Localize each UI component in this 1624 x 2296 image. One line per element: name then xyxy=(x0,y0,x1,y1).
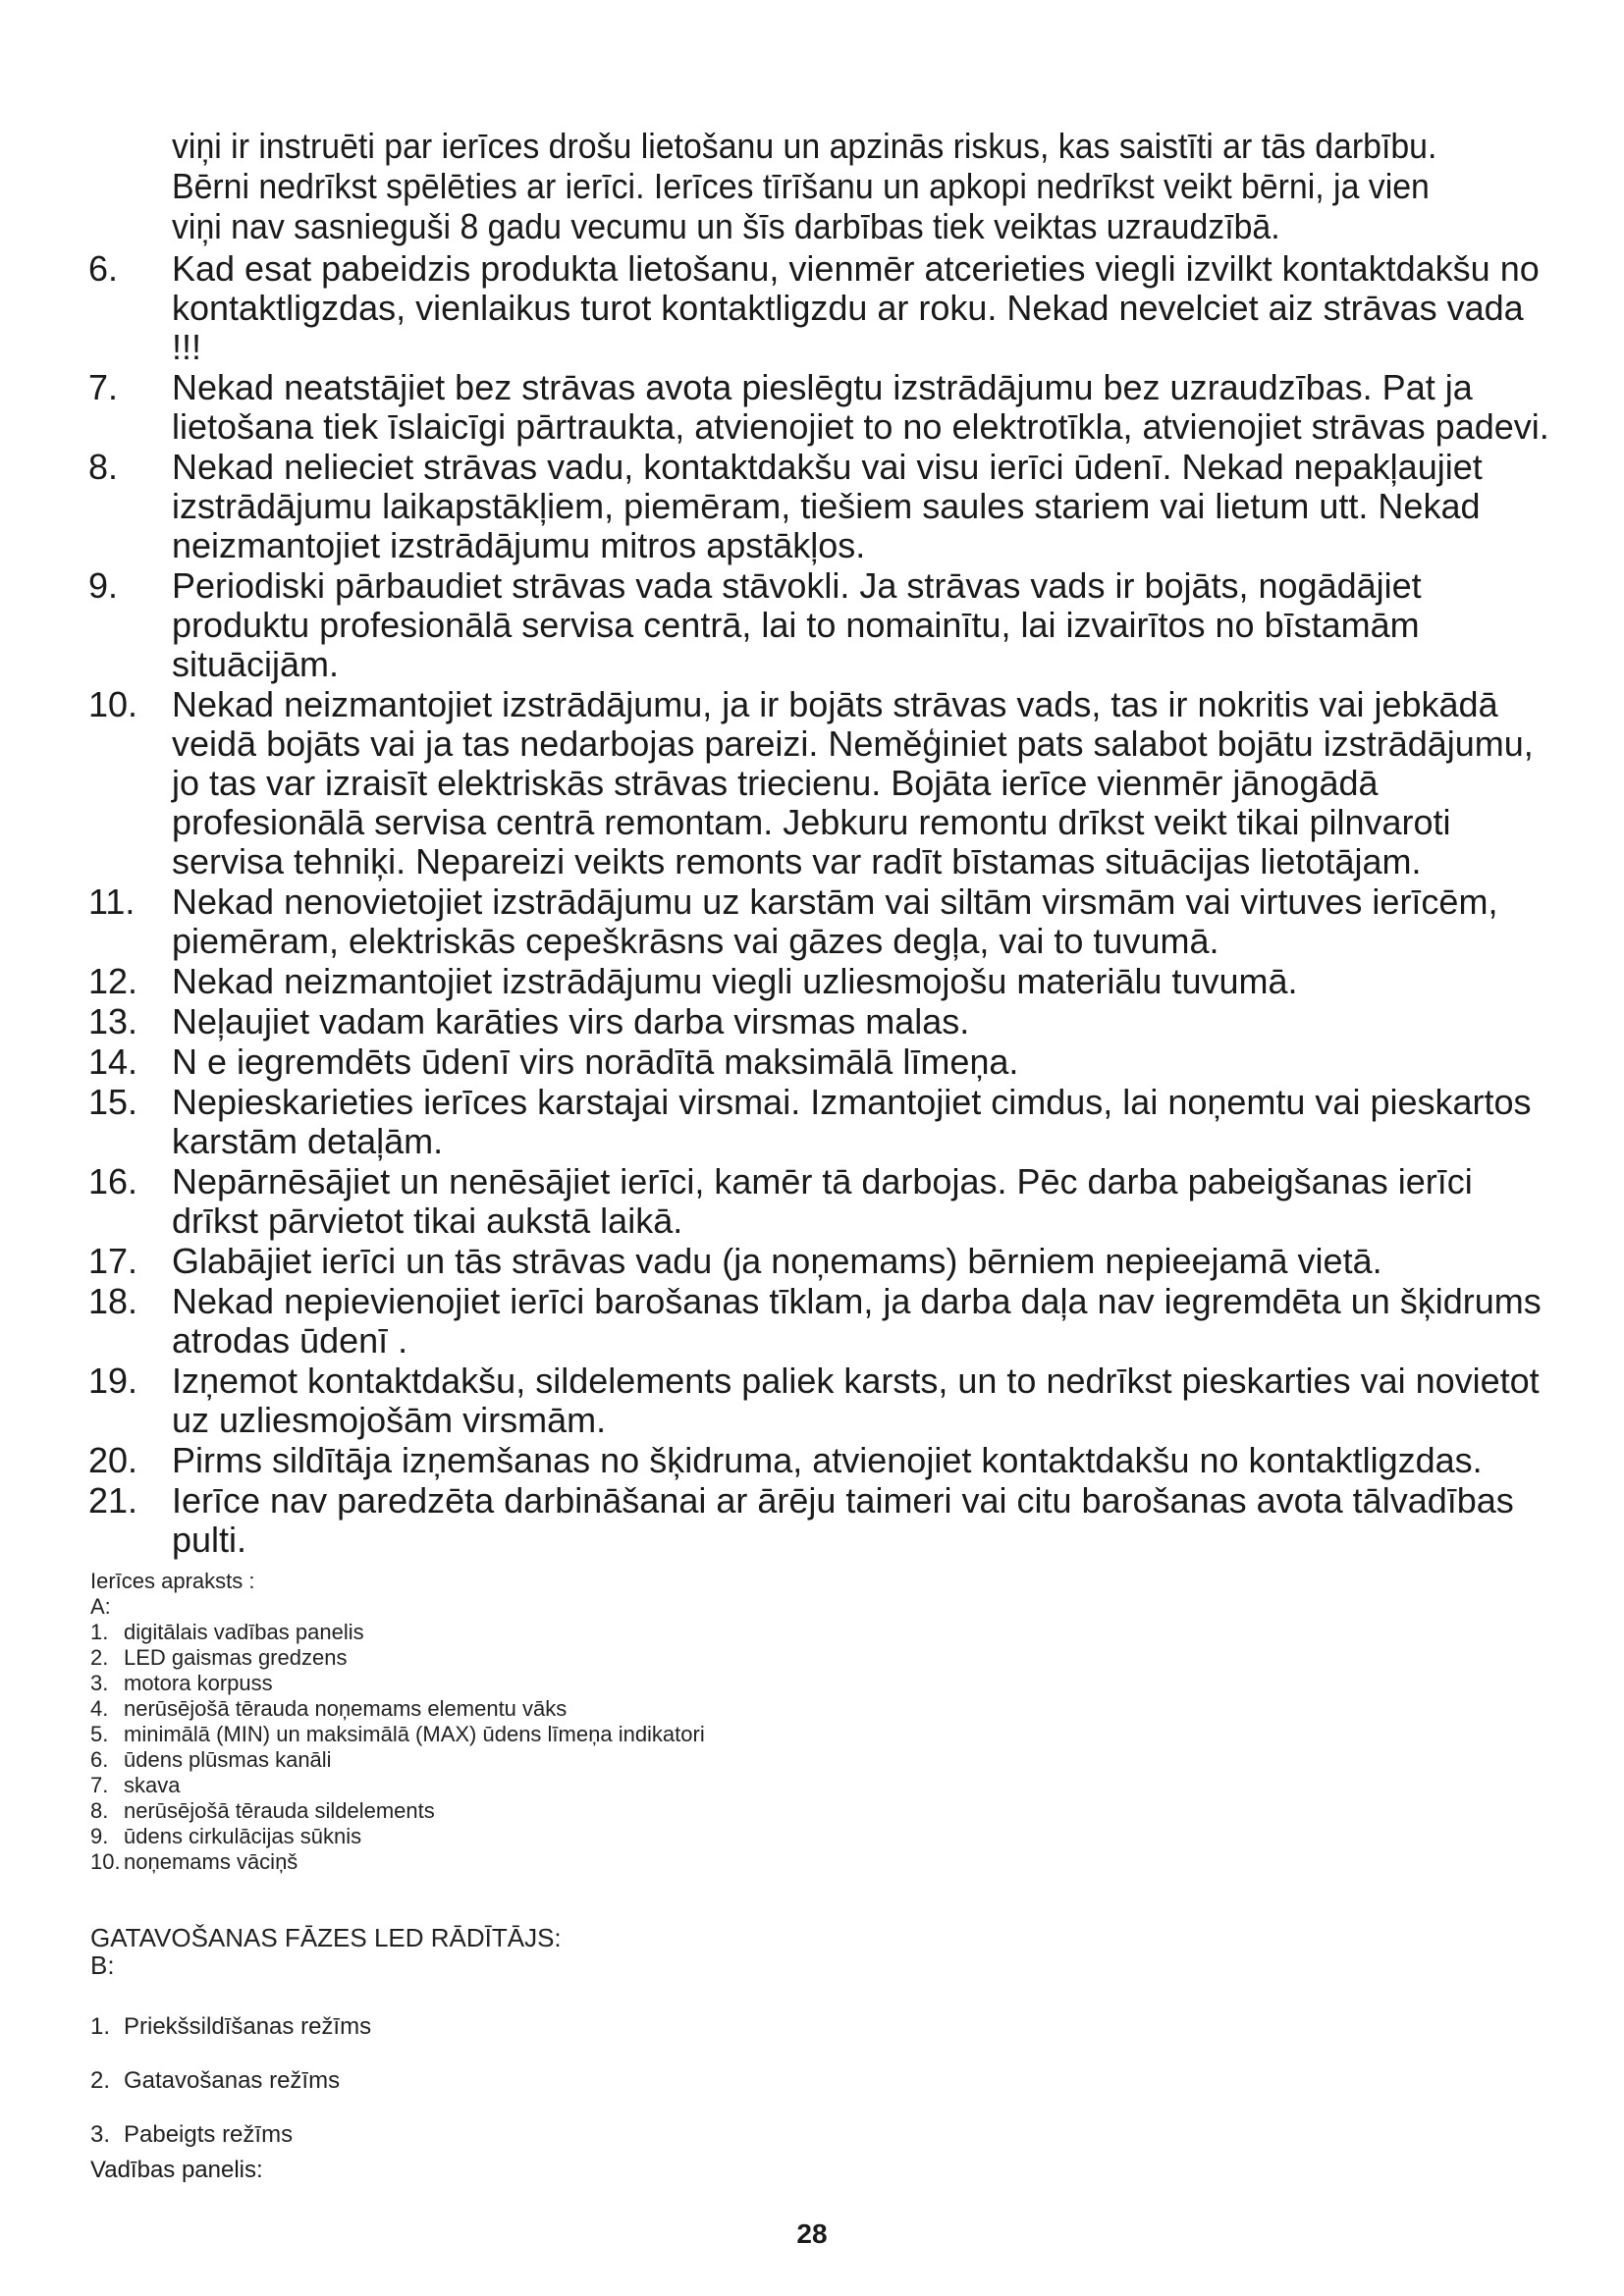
control-panel-label: Vadības panelis: xyxy=(90,2157,263,2183)
rule-number: 19. xyxy=(88,1361,138,1401)
part-number: 10. xyxy=(90,1849,121,1874)
part-text: minimālā (MIN) un maksimālā (MAX) ūdens līmeņa indikatori xyxy=(124,1722,705,1746)
part-item xyxy=(90,1696,705,1722)
part-item xyxy=(90,1773,705,1798)
stage-section: B: xyxy=(90,1950,115,1980)
part-text: skava xyxy=(124,1773,181,1797)
part-item xyxy=(90,1671,705,1696)
rule-number: 21. xyxy=(88,1480,138,1521)
rule-number: 10. xyxy=(88,684,138,724)
part-text: nerūsējošā tērauda noņemams elementu vāks xyxy=(124,1696,568,1721)
rule-item xyxy=(88,1242,1561,1281)
rule-number: 17. xyxy=(88,1241,138,1281)
rule-text: Nekad neizmantojiet izstrādājumu viegli uzliesmojošu materiālu tuvumā. xyxy=(172,961,1298,1001)
rule-item xyxy=(88,685,1561,881)
rule-item xyxy=(88,882,1561,961)
rule-item xyxy=(88,1441,1561,1480)
stage-item xyxy=(90,2012,562,2042)
rule-item xyxy=(88,1162,1561,1241)
rule-number: 16. xyxy=(88,1161,138,1201)
rule-text: Ierīce nav paredzēta darbināšanai ar ārēju taimeri vai citu barošanas avota tālvadības pulti. xyxy=(172,1480,1514,1560)
rule-text: Nepārnēsājiet un nenēsājiet ierīci, kamēr tā darbojas. Pēc darba pabeigšanas ierīci drīkst pārvietot tikai aukstā laikā. xyxy=(172,1161,1473,1241)
part-text: nerūsējošā tērauda sildelements xyxy=(124,1798,435,1823)
rule-item xyxy=(88,1083,1561,1161)
part-number: 6. xyxy=(90,1747,109,1772)
page-number: 28 xyxy=(796,2218,828,2249)
stage-number: 1. xyxy=(90,2013,111,2040)
rule-text: Pirms sildītāja izņemšanas no šķidruma, atvienojiet kontaktdakšu no kontaktligzdas. xyxy=(172,1440,1483,1480)
part-text: digitālais vadības panelis xyxy=(124,1620,364,1644)
rule-number: 15. xyxy=(88,1082,138,1122)
part-item xyxy=(90,1722,705,1747)
rule-text: Nekad nelieciet strāvas vadu, kontaktdakšu vai visu ierīci ūdenī. Nekad nepakļaujiet izstrādājumu laikapstākļiem, piemēram, tiešiem saules stariem vai lietum utt. Nekad neizmantojiet izstrādājumu mitros apstākļos. xyxy=(172,447,1483,565)
part-item xyxy=(90,1798,705,1824)
stage-text: Priekšsildīšanas režīms xyxy=(124,2013,372,2040)
rule-text: Glabājiet ierīci un tās strāvas vadu (ja noņemams) bērniem nepieejamā vietā. xyxy=(172,1241,1382,1281)
cooking-stage-indicator xyxy=(90,1924,562,2174)
rule-item xyxy=(88,1362,1561,1440)
part-text: ūdens cirkulācijas sūknis xyxy=(124,1824,362,1848)
rule-number: 11. xyxy=(88,881,135,922)
part-item xyxy=(90,1747,705,1773)
rule-number: 20. xyxy=(88,1440,138,1480)
part-number: 3. xyxy=(90,1671,109,1695)
rule-item xyxy=(88,1282,1561,1361)
rule-item xyxy=(88,249,1561,367)
part-text: ūdens plūsmas kanāli xyxy=(124,1747,332,1772)
device-description xyxy=(90,1569,705,1875)
part-item xyxy=(90,1849,705,1875)
description-title: Ierīces apraksts : xyxy=(90,1569,255,1593)
intro-line: viņi nav sasnieguši 8 gadu vecumu un šīs darbības tiek veiktas uzraudzībā. xyxy=(172,206,1280,246)
part-item xyxy=(90,1645,705,1671)
stage-list xyxy=(90,2012,562,2150)
part-number: 2. xyxy=(90,1645,109,1670)
stage-title: GATAVOŠANAS FĀZES LED RĀDĪTĀJS: xyxy=(90,1923,562,1952)
rule-text: Nekad neizmantojiet izstrādājumu, ja ir bojāts strāvas vads, tas ir nokritis vai jebkādā veidā bojāts vai ja tas nedarbojas pareizi. Neměģiniet pats salabot bojātu izstrādājumu, jo tas var izraisīt elektriskās strāvas triecienu. Bojāta ierīce vienmēr jānogādā profesionālā servisa centrā remontam. Jebkuru remontu drīkst veikt tikai pilnvaroti servisa tehniķi. Nepareizi veikts remonts var radīt bīstamas situācijas lietotājam. xyxy=(172,684,1534,881)
rule-item xyxy=(88,1042,1561,1082)
rule-text: Periodiski pārbaudiet strāvas vada stāvokli. Ja strāvas vads ir bojāts, nogādājiet produktu profesionālā servisa centrā, lai to nomainītu, lai izvairītos no bīstamām situācijām. xyxy=(172,565,1422,684)
rule-text: N e iegremdēts ūdenī virs norādītā maksimālā līmeņa. xyxy=(172,1041,1019,1082)
rule-number: 18. xyxy=(88,1281,138,1321)
rule-item xyxy=(88,448,1561,565)
safety-rules-list xyxy=(88,249,1561,1561)
stage-item xyxy=(90,2120,562,2150)
intro-line: Bērni nedrīkst spēlēties ar ierīci. Ierīces tīrīšanu un apkopi nedrīkst veikt bērni, ja vien xyxy=(172,166,1430,206)
intro-paragraph xyxy=(172,126,1464,246)
rule-number: 9. xyxy=(88,565,119,606)
rule-text: Nepieskarieties ierīces karstajai virsmai. Izmantojiet cimdus, lai noņemtu vai pieskartos karstām detaļām. xyxy=(172,1082,1532,1161)
rule-text: Neļaujiet vadam karāties virs darba virsmas malas. xyxy=(172,1001,970,1041)
part-number: 4. xyxy=(90,1696,109,1721)
rule-number: 7. xyxy=(88,367,119,407)
part-number: 5. xyxy=(90,1722,109,1746)
parts-list xyxy=(90,1620,705,1875)
part-item xyxy=(90,1620,705,1645)
part-item xyxy=(90,1824,705,1849)
rule-item xyxy=(88,566,1561,684)
rule-text: Nekad nenovietojiet izstrādājumu uz karstām vai siltām virsmām vai virtuves ierīcēm, piemēram, elektriskās cepeškrāsns vai gāzes degļa, vai to tuvumā. xyxy=(172,881,1498,961)
part-text: LED gaismas gredzens xyxy=(124,1645,348,1670)
part-text: noņemams vāciņš xyxy=(124,1849,298,1874)
stage-item xyxy=(90,2066,562,2096)
rule-number: 14. xyxy=(88,1041,138,1082)
rule-number: 12. xyxy=(88,961,138,1001)
rule-text: Kad esat pabeidzis produkta lietošanu, vienmēr atcerieties viegli izvilkt kontaktdakšu no kontaktligzdas, vienlaikus turot kontaktligzdu ar roku. Nekad nevelciet aiz strāvas vada !!! xyxy=(172,248,1540,367)
part-number: 9. xyxy=(90,1824,109,1848)
part-number: 1. xyxy=(90,1620,109,1644)
rule-text: Izņemot kontaktdakšu, sildelements paliek karsts, un to nedrīkst pieskarties vai novietot uz uzliesmojošām virsmām. xyxy=(172,1361,1540,1440)
description-section: A: xyxy=(90,1594,111,1619)
part-number: 8. xyxy=(90,1798,109,1823)
rule-item xyxy=(88,962,1561,1001)
stage-number: 3. xyxy=(90,2121,111,2148)
stage-text: Pabeigts režīms xyxy=(124,2121,294,2148)
rule-number: 13. xyxy=(88,1001,138,1041)
part-number: 7. xyxy=(90,1773,109,1797)
rule-text: Nekad nepievienojiet ierīci barošanas tīklam, ja darba daļa nav iegremdēta un šķidrums atrodas ūdenī . xyxy=(172,1281,1542,1361)
rule-item xyxy=(88,1481,1561,1560)
rule-item xyxy=(88,368,1561,447)
rule-text: Nekad neatstājiet bez strāvas avota pieslēgtu izstrādājumu bez uzraudzības. Pat ja lietošana tiek īslaicīgi pārtraukta, atvienojiet to no elektrotīkla, atvienojiet strāvas padevi. xyxy=(172,367,1549,447)
rule-number: 8. xyxy=(88,447,119,487)
stage-number: 2. xyxy=(90,2067,111,2094)
stage-text: Gatavošanas režīms xyxy=(124,2067,341,2094)
rule-item xyxy=(88,1002,1561,1041)
rule-number: 6. xyxy=(88,248,119,289)
intro-line: viņi ir instruēti par ierīces drošu lietošanu un apzinās riskus, kas saistīti ar tās darbību. xyxy=(172,126,1437,166)
part-text: motora korpuss xyxy=(124,1671,273,1695)
